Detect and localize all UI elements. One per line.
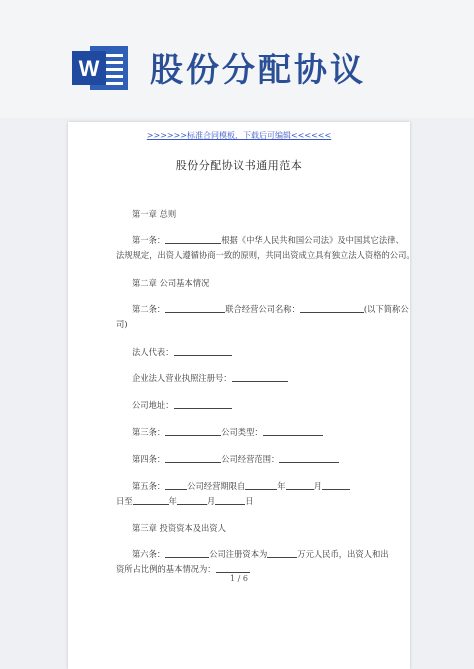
article-5-line-2: 日至 年 月 日 <box>116 496 254 506</box>
chapter-1-heading: 第一章 总则 <box>132 209 177 219</box>
registration-number-line: 企业法人营业执照注册号： <box>132 372 288 384</box>
article-4-line: 第四条： 公司经营范围： <box>132 453 339 465</box>
article-1-line-1: 第一条： 根据《中华人民共和国公司法》及中国其它法律、 <box>132 235 404 245</box>
article-2-line-2: 司) <box>116 319 128 329</box>
article-2-line-1: 第二条： 联合经营公司名称： (以下简称公 <box>132 304 409 314</box>
document-title: 股份分配协议书通用范本 <box>175 159 303 172</box>
banner-title: 股份分配协议 <box>150 50 366 89</box>
article-5-line-1: 第五条： 公司经营期限自 年 月 <box>132 480 350 492</box>
page-number: 1 / 6 <box>230 574 248 583</box>
legal-representative-line: 法人代表： <box>132 346 232 358</box>
template-download-link[interactable]: >>>>>>标准合同模板，下载后可编辑<<<<<< <box>146 131 332 140</box>
chapter-2-heading: 第二章 公司基本情况 <box>132 278 210 288</box>
document-page <box>68 122 415 669</box>
header-banner <box>0 0 474 118</box>
article-3-line: 第三条： 公司类型： <box>132 426 323 438</box>
chapter-3-heading: 第三章 投资资本及出资人 <box>132 523 226 533</box>
article-6-line-2: 资所占比例的基本情况为： <box>116 563 250 575</box>
article-1-line-2: 法规规定，出资人遵循协商一致的原则，共同出资成立具有独立法人资格的公司。 <box>116 250 415 260</box>
article-6-line-1: 第六条： 公司注册资本为 万元人民币，出资人和出 <box>132 549 389 559</box>
word-icon <box>72 40 130 96</box>
svg-text:W: W <box>78 56 100 81</box>
company-address-line: 公司地址： <box>132 399 232 411</box>
